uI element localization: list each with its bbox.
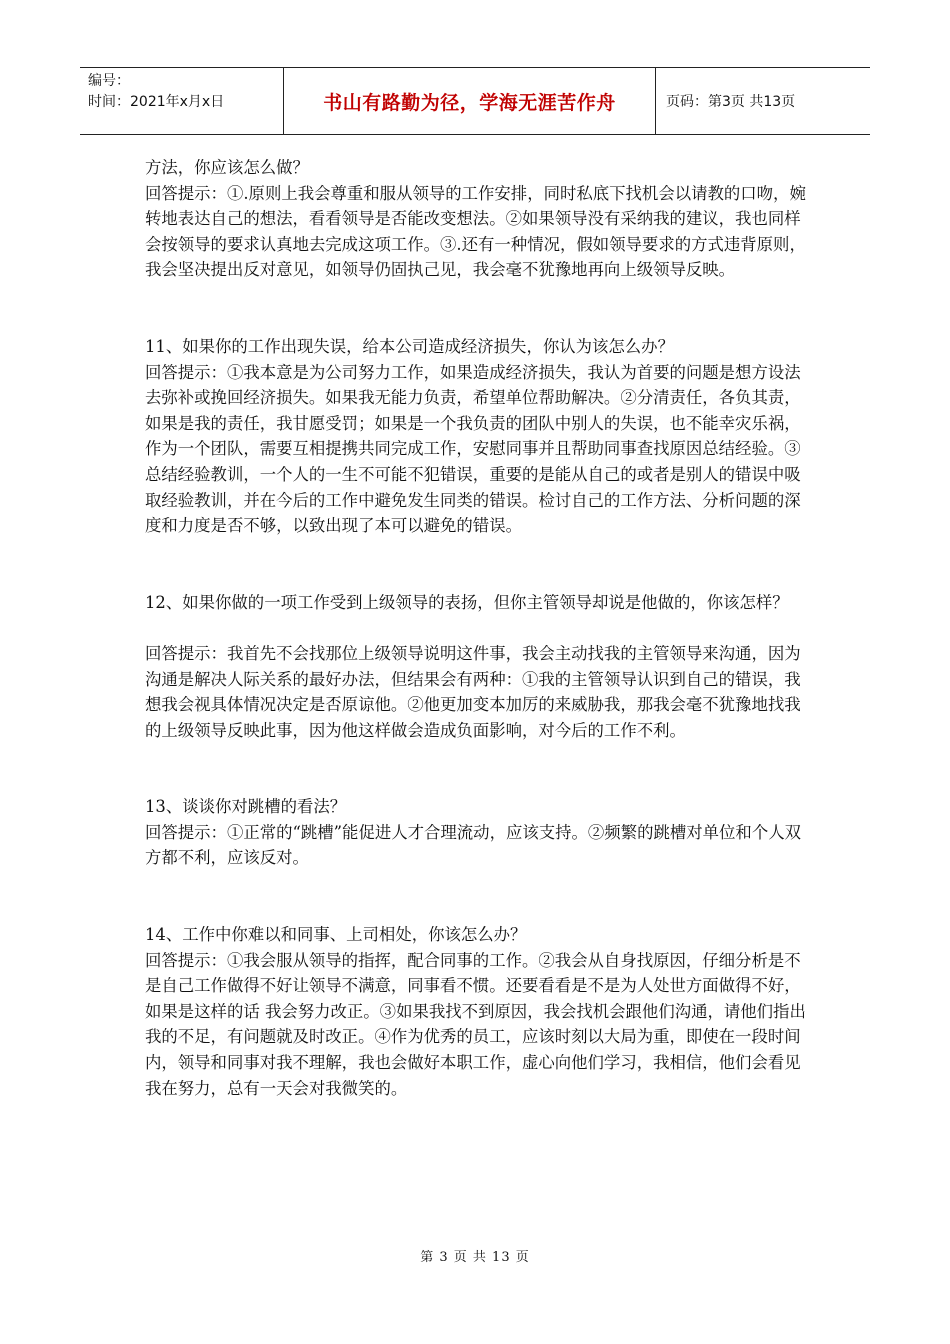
document-body	[145, 155, 810, 1101]
document-number-label: 编号：	[88, 73, 130, 89]
header-motto: 书山有路勤为径，学海无涯苦作舟	[323, 91, 616, 114]
answer-14: 回答提示：①我会服从领导的指挥，配合同事的工作。②我会从自身找原因，仔细分析是不是自己工作做得不好让领导不满意，同事看不惯。还要看看是不是为人处世方面做得不好，如果是这样的话 我会努力改正。③如果我找不到原因，我会找机会跟他们沟通，请他们指出我的不足，有问题就及时改正。④作为优秀的员工，应该时刻以大局为重，即使在一段时间内，领导和同事对我不理解，我也会做好本职工作，虚心向他们学习，我相信，他们会看见我在努力，总有一天会对我微笑的。	[145, 950, 806, 1098]
header-page-info: 页码：第3页 共13页	[666, 94, 796, 110]
answer-11: 回答提示：①我本意是为公司努力工作，如果造成经济损失，我认为首要的问题是想方设法去弥补或挽回经济损失。如果我无能力负责，希望单位帮助解决。②分清责任，各负其责，如果是我的责任，我甘愿受罚；如果是一个我负责的团队中别人的失误，也不能幸灾乐祸，作为一个团队，需要互相提携共同完成工作，安慰同事并且帮助同事查找原因总结经验。③总结经验教训，一个人的一生不可能不犯错误，重要的是能从自己的或者是别人的错误中吸取经验教训，并在今后的工作中避免发生同类的错误。检讨自己的工作方法、分析问题的深度和力度是否不够，以致出现了本可以避免的错误。	[145, 362, 801, 536]
question-13: 13、谈谈你对跳槽的看法？	[145, 797, 347, 817]
question-11: 11、如果你的工作出现失误，给本公司造成经济损失，你认为该怎么办？	[145, 336, 674, 356]
question-14: 14、工作中你难以和同事、上司相处，你该怎么办？	[145, 925, 527, 945]
page-footer: 第 3 页 共 13 页	[420, 1250, 530, 1265]
question-12: 12、如果你做的一项工作受到上级领导的表扬，但你主管领导却说是他做的，你该怎样？	[145, 592, 789, 612]
header-meta	[80, 68, 284, 134]
header-motto-cell	[284, 68, 656, 134]
page-header	[80, 67, 870, 135]
answer-12: 回答提示：我首先不会找那位上级领导说明这件事，我会主动找我的主管领导来沟通，因为沟通是解决人际关系的最好办法，但结果会有两种：①我的主管领导认识到自己的错误，我想我会视具体情况决定是否原谅他。②他更加变本加厉的来威胁我，那我会毫不犹豫地找我的上级领导反映此事，因为他这样做会造成负面影响，对今后的工作不利。	[145, 643, 801, 740]
paragraph-continued-question: 方法，你应该怎么做？	[145, 158, 309, 177]
answer-13: 回答提示：①正常的“跳槽”能促进人才合理流动，应该支持。②频繁的跳槽对单位和个人双方都不利，应该反对。	[145, 822, 801, 868]
document-date: 时间：2021年x月x日	[88, 94, 225, 110]
answer-10: 回答提示：①.原则上我会尊重和服从领导的工作安排，同时私底下找机会以请教的口吻，婉转地表达自己的想法，看看领导是否能改变想法。②如果领导没有采纳我的建议，我也同样会按领导的要求认真地去完成这项工作。③.还有一种情况，假如领导要求的方式违背原则，我会坚决提出反对意见，如领导仍固执己见，我会毫不犹豫地再向上级领导反映。	[145, 183, 806, 280]
